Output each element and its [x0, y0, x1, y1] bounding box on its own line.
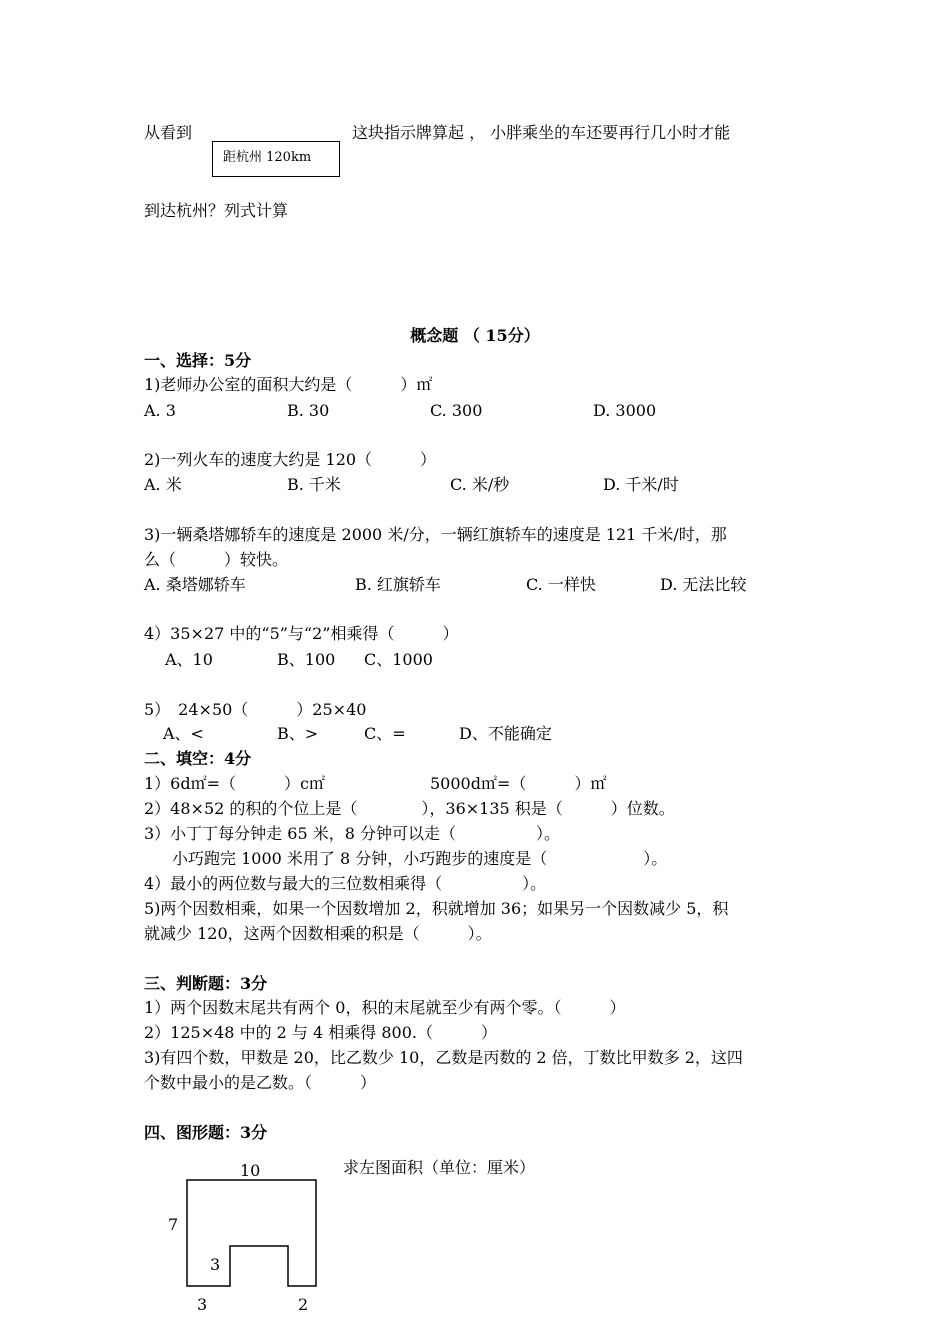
label-bottom-right: 2	[298, 1295, 309, 1314]
q4-option-b: B、100	[277, 650, 336, 669]
fill-1b: 5000d㎡=（ ）㎡	[430, 774, 607, 793]
q5-option-d: D、不能确定	[459, 724, 552, 743]
label-inner: 3	[210, 1255, 221, 1274]
part4-heading: 四、图形题：3分	[144, 1123, 268, 1142]
intro-line1-before: 从看到	[144, 123, 193, 142]
q5-option-b: B、>	[277, 724, 319, 743]
intro-line2: 到达杭州？列式计算	[144, 201, 289, 220]
q3-option-a: A. 桑塔娜轿车	[144, 575, 246, 594]
fill-5-line1: 5)两个因数相乘，如果一个因数增加 2，积就增加 36；如果另一个因数减少 5，积	[144, 899, 729, 918]
q5-stem: 5） 24×50（ ）25×40	[144, 700, 367, 719]
fill-3b: 小巧跑完 1000 米用了 8 分钟，小巧跑步的速度是（ ）。	[172, 849, 668, 868]
q2-option-a: A. 米	[144, 475, 182, 494]
section-title: 概念题 （ 15分）	[410, 326, 540, 345]
q4-option-a: A、10	[165, 650, 213, 669]
q1-option-c: C. 300	[430, 401, 483, 420]
area-figure	[150, 1150, 350, 1320]
q1-option-d: D. 3000	[593, 401, 657, 420]
part1-heading: 一、选择：5分	[144, 351, 252, 370]
label-left: 7	[168, 1215, 179, 1234]
fill-4: 4）最小的两位数与最大的三位数相乘得（ ）。	[144, 874, 547, 893]
q3-option-d: D. 无法比较	[660, 575, 747, 594]
q2-option-b: B. 千米	[287, 475, 341, 494]
q2-option-d: D. 千米/时	[603, 475, 679, 494]
q3-option-c: C. 一样快	[526, 575, 596, 594]
label-top: 10	[240, 1161, 261, 1180]
q2-option-c: C. 米/秒	[450, 475, 510, 494]
q1-option-a: A. 3	[144, 401, 176, 420]
q5-option-c: C、=	[364, 724, 406, 743]
part3-heading: 三、判断题：3分	[144, 974, 268, 993]
figure-outline	[187, 1180, 316, 1286]
q3-option-b: B. 红旗轿车	[355, 575, 441, 594]
fill-1a: 1）6d㎡=（ ）c㎡	[144, 774, 325, 793]
q4-stem: 4）35×27 中的“5”与“2”相乘得（ ）	[144, 624, 459, 643]
q3-stem-line1: 3)一辆桑塔娜轿车的速度是 2000 米/分，一辆红旗轿车的速度是 121 千米/时，那	[144, 525, 727, 544]
part2-heading: 二、填空：4分	[144, 749, 252, 768]
fill-5-line2: 就减少 120，这两个因数相乘的积是（ ）。	[144, 924, 492, 943]
q1-option-b: B. 30	[287, 401, 330, 420]
figure-prompt: 求左图面积（单位：厘米）	[343, 1158, 536, 1177]
fill-2: 2）48×52 的积的个位上是（ ），36×135 积是（ ）位数。	[144, 799, 675, 818]
intro-line1-after: 这块指示牌算起 ， 小胖乘坐的车还要再行几小时才能	[352, 123, 731, 142]
sign-text: 距杭州 120km	[223, 150, 312, 165]
q1-stem: 1)老师办公室的面积大约是（ ）㎡	[144, 375, 433, 394]
q2-stem: 2)一列火车的速度大约是 120（ ）	[144, 450, 437, 469]
q3-stem-line2: 么（ ）较快。	[144, 550, 289, 569]
label-bottom-left: 3	[197, 1295, 208, 1314]
judge-3-line1: 3)有四个数，甲数是 20，比乙数少 10，乙数是丙数的 2 倍，丁数比甲数多 2，这四	[144, 1048, 743, 1067]
judge-3-line2: 个数中最小的是乙数。（ ）	[144, 1073, 377, 1092]
q5-option-a: A、<	[163, 724, 204, 743]
fill-3: 3）小丁丁每分钟走 65 米，8 分钟可以走（ ）。	[144, 824, 560, 843]
judge-2: 2）125×48 中的 2 与 4 相乘得 800.（ ）	[144, 1023, 497, 1042]
distance-sign	[212, 141, 340, 177]
judge-1: 1）两个因数末尾共有两个 0，积的末尾就至少有两个零。（ ）	[144, 998, 626, 1017]
q4-option-c: C、1000	[364, 650, 433, 669]
